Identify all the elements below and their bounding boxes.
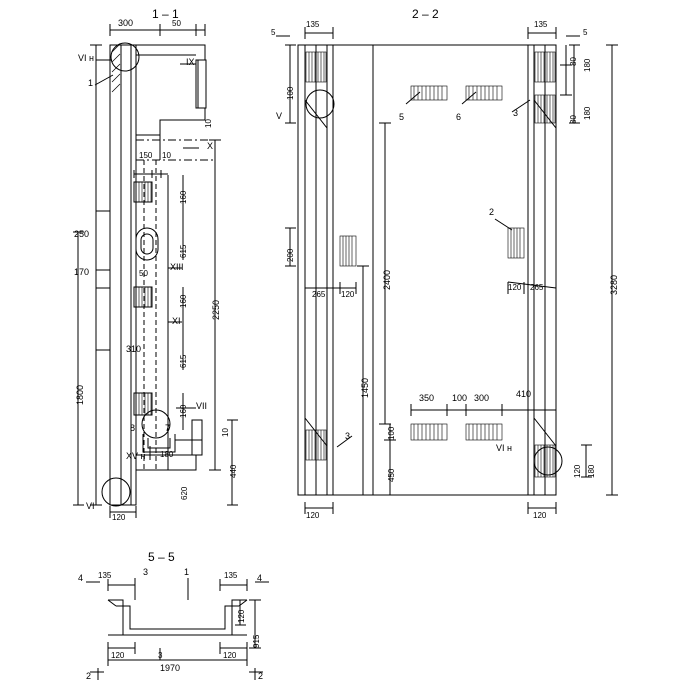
part-number-6: 6 xyxy=(456,112,462,122)
dim-80-b: 80 xyxy=(569,115,578,124)
dim-3-5-5: 3 xyxy=(158,651,163,660)
dim-450: 450 xyxy=(387,468,396,482)
part-number-1: 1 xyxy=(88,78,94,88)
dim-100-bottom-left: 100 xyxy=(387,426,396,440)
dim-120-bottom-right: 120 xyxy=(533,511,547,520)
section-mark-4-left: 4 xyxy=(78,573,84,583)
dim-135-left: 135 xyxy=(306,20,320,29)
dim-120-5-5-bl: 120 xyxy=(111,651,125,660)
dim-2400: 2400 xyxy=(382,269,392,290)
section-mark-5-left: 5 xyxy=(271,28,276,37)
dim-3280: 3280 xyxy=(609,274,619,295)
dim-1450: 1450 xyxy=(360,377,370,398)
section-mark-vi-n-2-2: VI н xyxy=(496,443,512,453)
part-number-3-top: 3 xyxy=(513,108,519,118)
dim-120-bottom-left: 120 xyxy=(306,511,320,520)
dim-135-5-5-right: 135 xyxy=(224,571,238,580)
dim-620: 620 xyxy=(180,486,189,500)
dim-300: 300 xyxy=(474,393,490,403)
dim-200: 200 xyxy=(286,248,295,262)
section-mark-4-right: 4 xyxy=(257,573,263,583)
dim-160-c: 160 xyxy=(179,404,188,418)
part-number-3-bottom: 3 xyxy=(345,431,351,441)
dim-180-b: 180 xyxy=(583,106,592,120)
dim-265-left: 265 xyxy=(312,290,326,299)
dim-160-b: 160 xyxy=(179,294,188,308)
section-mark-x: X xyxy=(207,141,214,151)
dim-100-top-left: 100 xyxy=(286,86,295,100)
section-mark-2-right: 2 xyxy=(258,671,264,681)
dim-350: 350 xyxy=(419,393,435,403)
dim-120-left: 120 xyxy=(341,290,355,299)
dim-440: 440 xyxy=(229,464,238,478)
dim-160-a: 160 xyxy=(179,190,188,204)
dim-10-inner: 10 xyxy=(162,151,171,160)
dim-120-right: 120 xyxy=(573,464,582,478)
dim-120-right-inner: 120 xyxy=(508,283,522,292)
view-title-1-1: 1 – 1 xyxy=(152,7,179,21)
dim-50-inner: 50 xyxy=(139,269,148,278)
dim-615-b: 615 xyxy=(179,354,188,368)
section-mark-ix: IX xyxy=(186,57,195,67)
section-mark-2-left: 2 xyxy=(86,671,92,681)
dim-120-5-5-br: 120 xyxy=(223,651,237,660)
dim-100-inner: 100 xyxy=(452,393,468,403)
dim-135-right: 135 xyxy=(534,20,548,29)
dim-80-a: 80 xyxy=(569,57,578,66)
dim-180-a: 180 xyxy=(583,58,592,72)
view-title-2-2: 2 – 2 xyxy=(412,7,439,21)
dim-250: 250 xyxy=(74,229,90,239)
dim-50-top: 50 xyxy=(172,19,181,28)
dim-180: 180 xyxy=(160,450,174,459)
part-number-7: 7 xyxy=(165,423,171,433)
section-mark-vi: VI xyxy=(86,501,95,511)
dim-120-5-5: 120 xyxy=(237,609,246,623)
dim-410: 410 xyxy=(516,389,532,399)
section-mark-3: 3 xyxy=(143,567,149,577)
section-mark-xiii: XIII xyxy=(170,262,184,272)
dim-10-top: 10 xyxy=(204,119,213,128)
section-mark-xi: XI xyxy=(172,316,181,326)
dim-310: 310 xyxy=(126,344,142,354)
dim-120-bottom-1-1: 120 xyxy=(112,513,126,522)
dim-10-right: 10 xyxy=(221,428,230,437)
section-mark-v: V xyxy=(276,111,283,121)
dim-170: 170 xyxy=(74,267,90,277)
view-title-5-5: 5 – 5 xyxy=(148,550,175,564)
section-mark-vii: VII xyxy=(196,401,208,411)
section-mark-xv-n: XV н xyxy=(126,451,146,461)
dim-150: 150 xyxy=(139,151,153,160)
section-mark-1: 1 xyxy=(184,567,190,577)
part-number-2: 2 xyxy=(489,207,495,217)
dim-300: 300 xyxy=(118,18,134,28)
dim-180-right: 180 xyxy=(587,464,596,478)
part-number-8: 8 xyxy=(130,423,136,433)
dim-135-5-5-left: 135 xyxy=(98,571,112,580)
part-number-5: 5 xyxy=(399,112,405,122)
dim-1800: 1800 xyxy=(75,384,85,405)
section-mark-vi-n: VI н xyxy=(78,53,94,63)
dim-915: 915 xyxy=(252,634,261,648)
dim-1970: 1970 xyxy=(160,663,181,673)
dim-615-a: 615 xyxy=(179,244,188,258)
dim-265-right: 265 xyxy=(530,283,544,292)
section-mark-5-right: 5 xyxy=(583,28,588,37)
dim-2250: 2250 xyxy=(211,299,221,320)
